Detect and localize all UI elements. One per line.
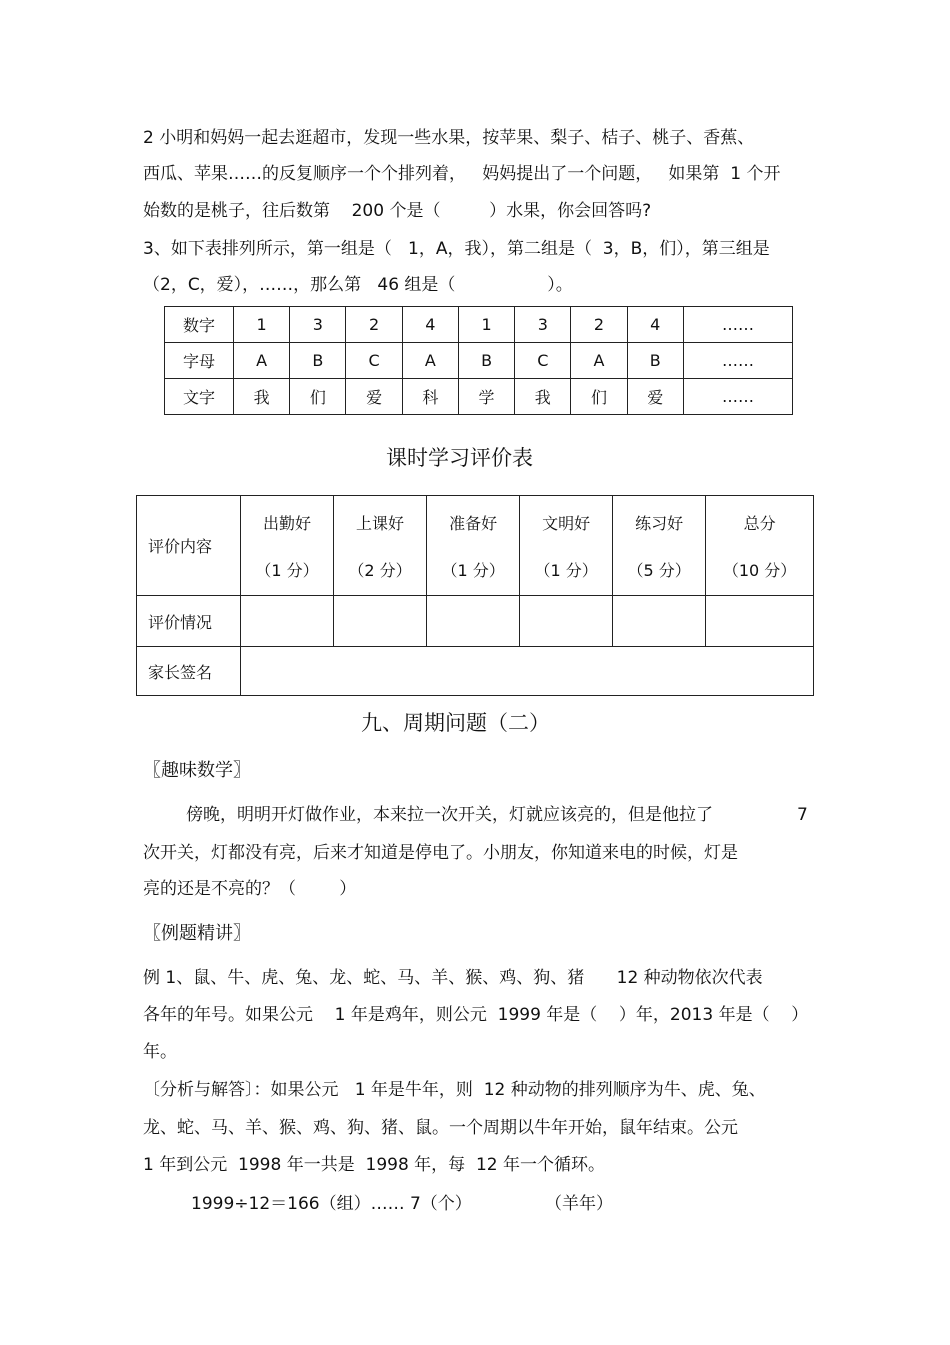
blank-cell	[613, 596, 706, 647]
table-cell: C	[346, 343, 402, 379]
analysis-calc-note: （羊年）	[545, 1194, 613, 1214]
column-name: 练习好	[635, 513, 684, 533]
column-name: 准备好	[449, 513, 498, 533]
table-cell: 们	[571, 379, 627, 415]
fun-math-line3: 亮的还是不亮的？（ ）	[143, 879, 357, 899]
column-score: （1 分）	[441, 560, 505, 580]
table-cell: 学	[458, 379, 514, 415]
table-row	[165, 343, 793, 379]
table-cell: 1	[234, 307, 290, 343]
analysis-line2: 龙、蛇、马、羊、猴、鸡、狗、猪、鼠。一个周期以牛年开始，鼠年结束。公元	[143, 1118, 738, 1138]
problem3-line1: 3、如下表排列所示，第一组是（ 1，A，我），第二组是（ 3，B，们），第三组是	[143, 239, 770, 259]
column-score: （1 分）	[255, 560, 319, 580]
table-row	[137, 596, 814, 647]
table-cell: 4	[627, 307, 683, 343]
signature-cell	[241, 647, 814, 696]
column-name: 总分	[743, 513, 776, 533]
table-cell: A	[234, 343, 290, 379]
table-row	[165, 379, 793, 415]
blank-cell	[520, 596, 613, 647]
table-row	[137, 496, 814, 596]
column-score: （1 分）	[534, 560, 598, 580]
table-cell	[613, 496, 706, 596]
fun-math-line1: 傍晚，明明开灯做作业，本来拉一次开关，灯就应该亮的，但是他拉了	[186, 805, 713, 825]
table-cell	[427, 496, 520, 596]
analysis-line3: 1 年到公元 1998 年一共是 1998 年，每 12 年一个循环。	[143, 1155, 606, 1175]
table-cell: B	[458, 343, 514, 379]
blank-cell	[427, 596, 520, 647]
example-line2: 各年的年号。如果公元 1 年是鸡年，则公元 1999 年是（ ）年，2013 年是（ ）	[143, 1005, 809, 1025]
evaluation-table	[136, 495, 814, 696]
column-name: 文明好	[542, 513, 591, 533]
row-header: 家长签名	[137, 647, 241, 696]
table-cell: 2	[571, 307, 627, 343]
eval-table-title: 课时学习评价表	[386, 446, 533, 470]
table-cell: 我	[515, 379, 571, 415]
column-score: （5 分）	[627, 560, 691, 580]
table-cell	[241, 496, 334, 596]
table-cell	[334, 496, 427, 596]
column-name: 出勤好	[263, 513, 312, 533]
row-header: 文字	[165, 379, 234, 415]
table-cell: ……	[683, 307, 792, 343]
table-cell: A	[571, 343, 627, 379]
table-cell: 1	[458, 307, 514, 343]
table-cell: ……	[683, 379, 792, 415]
example-line1: 例 1、鼠、牛、虎、兔、龙、蛇、马、羊、猴、鸡、狗、猪 12 种动物依次代表	[143, 968, 763, 988]
problem2-line3: 始数的是桃子，往后数第 200 个是（ ）水果，你会回答吗?	[143, 201, 652, 221]
blank-cell	[241, 596, 334, 647]
table-cell: 3	[515, 307, 571, 343]
example-line3: 年。	[143, 1042, 177, 1062]
table-cell: 爱	[346, 379, 402, 415]
row-header: 字母	[165, 343, 234, 379]
analysis-calc: 1999÷12＝166（组）…… 7（个）	[191, 1194, 472, 1214]
blank-cell	[334, 596, 427, 647]
table-cell: 4	[402, 307, 458, 343]
chapter-title: 九、周期问题（二）	[361, 711, 550, 735]
row-header: 评价情况	[137, 596, 241, 647]
table-cell: ……	[683, 343, 792, 379]
problem2-line1: 2 小明和妈妈一起去逛超市，发现一些水果，按苹果、梨子、桔子、桃子、香蕉、	[143, 128, 755, 148]
row-header: 数字	[165, 307, 234, 343]
sequence-table	[164, 306, 793, 415]
blank-cell	[706, 596, 814, 647]
table-cell: 3	[290, 307, 346, 343]
analysis-line1: 〔分析与解答〕：如果公元 1 年是牛年，则 12 种动物的排列顺序为牛、虎、兔、	[143, 1080, 766, 1100]
problem3-line2: （2，C，爱），……，那么第 46 组是（ ）。	[143, 275, 573, 295]
column-score: （10 分）	[722, 560, 797, 580]
column-score: （2 分）	[348, 560, 412, 580]
table-cell: 科	[402, 379, 458, 415]
table-cell	[520, 496, 613, 596]
row-header: 评价内容	[137, 496, 241, 596]
table-row	[137, 647, 814, 696]
example-heading: 〖例题精讲〗	[143, 923, 251, 944]
table-cell	[706, 496, 814, 596]
table-cell: 爱	[627, 379, 683, 415]
table-cell: B	[627, 343, 683, 379]
table-cell: C	[515, 343, 571, 379]
table-cell: 我	[234, 379, 290, 415]
fun-math-line1-number: 7	[797, 805, 808, 825]
table-cell: 们	[290, 379, 346, 415]
fun-math-line2: 次开关，灯都没有亮，后来才知道是停电了。小朋友，你知道来电的时候，灯是	[143, 843, 738, 863]
table-cell: 2	[346, 307, 402, 343]
table-cell: B	[290, 343, 346, 379]
problem2-line2: 西瓜、苹果……的反复顺序一个个排列着， 妈妈提出了一个问题， 如果第 1 个开	[143, 164, 781, 184]
table-row	[165, 307, 793, 343]
column-name: 上课好	[356, 513, 405, 533]
fun-math-heading: 〖趣味数学〗	[143, 760, 251, 781]
table-cell: A	[402, 343, 458, 379]
